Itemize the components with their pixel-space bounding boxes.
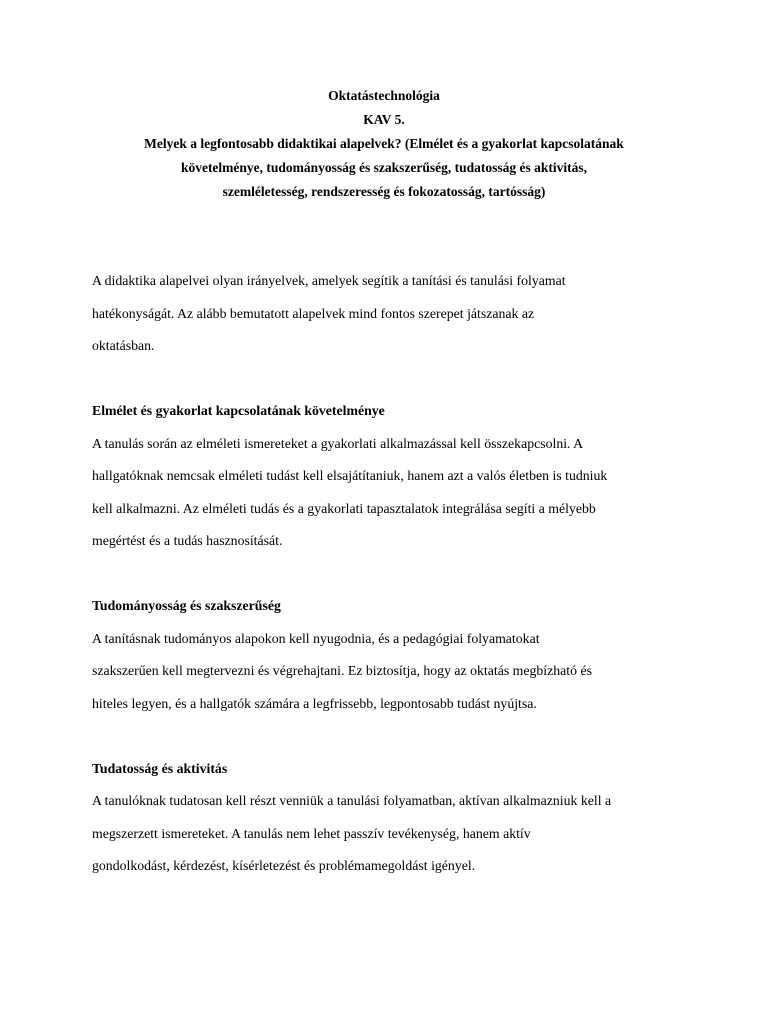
paragraph-line: A tanulás során az elméleti ismereteket a gyakorlati alkalmazással kell összekapcsolni. A [92,435,584,451]
paragraph-line: hallgatóknak nemcsak elméleti tudást kell elsajátítaniuk, hanem azt a valós életben is tudniuk [92,468,608,483]
title-line: szemléletesség, rendszeresség és fokozatosság, tartósság) [222,184,546,199]
paragraph-line: megértést és a tudás hasznosítását. [92,533,283,548]
section-heading: Tudományosság és szakszerűség [92,598,281,613]
title-line: Oktatástechnológia [328,88,440,103]
paragraph-line: gondolkodást, kérdezést, kísérletezést és problémamegoldást igényel. [92,858,476,873]
title-line: követelménye, tudományosság és szakszerűség, tudatosság és aktivitás, [180,160,588,175]
title-line: KAV 5. [363,112,405,127]
paragraph-line: A didaktika alapelvei olyan irányelvek, amelyek segítik a tanítási és tanulási folyamat [92,273,566,288]
intro-paragraph [92,265,682,363]
paragraph-line: A tanulóknak tudatosan kell részt venniük a tanulási folyamatban, aktívan alkalmazniuk kell a [92,793,612,808]
spacer [92,720,682,753]
spacer [92,363,682,396]
paragraph-line: megszerzett ismereteket. A tanulás nem lehet passzív tevékenység, hanem aktív [92,825,531,841]
section-awareness-activity [92,753,682,883]
section-heading: Tudatosság és aktivitás [92,760,228,776]
document-title [92,84,676,204]
section-heading: Elmélet és gyakorlat kapcsolatának követelménye [92,403,385,418]
paragraph-line: hiteles legyen, és a hallgatók számára a legfrissebb, legpontosabb tudást nyújtsa. [92,695,537,711]
document-body [92,265,682,883]
section-theory-practice [92,395,682,558]
title-line: Melyek a legfontosabb didaktikai alapelvek? (Elmélet és a gyakorlat kapcsolatának [144,136,624,151]
paragraph-line: hatékonyságát. Az alább bemutatott alapelvek mind fontos szerepet játszanak az [92,305,535,321]
section-scientific [92,590,682,720]
paragraph-line: kell alkalmazni. Az elméleti tudás és a gyakorlati tapasztalatok integrálása segíti a mélyebb [92,500,596,516]
paragraph-line: A tanításnak tudományos alapokon kell nyugodnia, és a pedagógiai folyamatokat [92,630,540,646]
paragraph-line: oktatásban. [92,338,155,353]
paragraph-line: szakszerűen kell megtervezni és végrehajtani. Ez biztosítja, hogy az oktatás megbízható és [92,663,592,678]
spacer [92,558,682,591]
